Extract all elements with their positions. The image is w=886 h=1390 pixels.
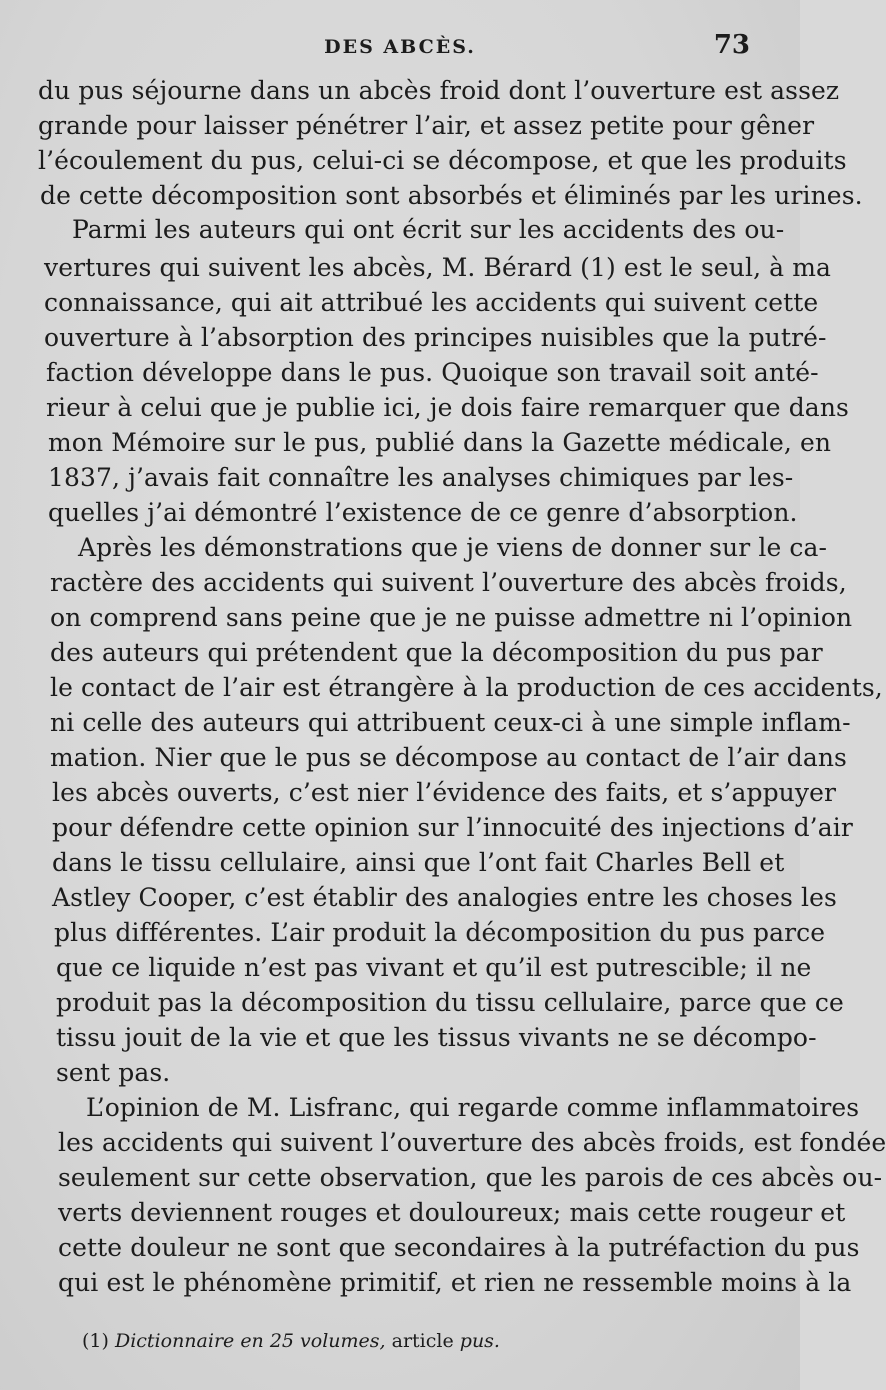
text-line: connaissance, qui ait attribué les accidents qui suivent cette	[44, 288, 819, 317]
text-line: sent pas.	[56, 1058, 171, 1087]
text-line: du pus séjourne dans un abcès froid dont l’ouverture est assez	[38, 76, 840, 105]
text-line: dans le tissu cellulaire, ainsi que l’ont fait Charles Bell et	[52, 848, 785, 877]
footnote	[82, 1330, 500, 1352]
page-number: 73	[713, 30, 750, 60]
text-line: faction développe dans le pus. Quoique son travail soit anté-	[46, 358, 819, 387]
text-line: plus différentes. L’air produit la décomposition du pus parce	[54, 918, 826, 947]
text-line: grande pour laisser pénétrer l’air, et assez petite pour gêner	[38, 111, 815, 140]
text-line: seulement sur cette observation, que les parois de ces abcès ou-	[58, 1163, 883, 1192]
text-line: que ce liquide n’est pas vivant et qu’il est putrescible; il ne	[56, 953, 812, 982]
text-line: des auteurs qui prétendent que la décomposition du pus par	[50, 638, 823, 667]
text-line: quelles j’ai démontré l’existence de ce genre d’absorption.	[48, 498, 798, 527]
footnote-italic-end: pus.	[459, 1330, 500, 1352]
text-line: ni celle des auteurs qui attribuent ceux-ci à une simple inflam-	[50, 708, 851, 737]
text-line: Parmi les auteurs qui ont écrit sur les accidents des ou-	[72, 215, 785, 244]
text-line: mon Mémoire sur le pus, publié dans la Gazette médicale, en	[48, 428, 832, 457]
footnote-italic: Dictionnaire en 25 volumes,	[114, 1330, 386, 1352]
text-line: ouverture à l’absorption des principes nuisibles que la putré-	[44, 323, 827, 352]
text-line: 1837, j’avais fait connaître les analyses chimiques par les-	[48, 463, 794, 492]
footnote-plain: article	[391, 1330, 454, 1352]
text-line: les abcès ouverts, c’est nier l’évidence des faits, et s’appuyer	[52, 778, 837, 807]
running-title: DES ABCÈS.	[324, 36, 476, 58]
text-line: Après les démonstrations que je viens de donner sur le ca-	[78, 533, 828, 562]
text-line: verts deviennent rouges et douloureux; mais cette rougeur et	[58, 1198, 846, 1227]
text-line: vertures qui suivent les abcès, M. Bérard (1) est le seul, à ma	[44, 253, 832, 282]
text-line: pour défendre cette opinion sur l’innocuité des injections d’air	[52, 813, 853, 842]
text-line: de cette décomposition sont absorbés et éliminés par les urines.	[40, 181, 863, 210]
text-line: tissu jouit de la vie et que les tissus vivants ne se décompo-	[56, 1023, 817, 1052]
text-line: l’écoulement du pus, celui-ci se décompose, et que les produits	[38, 146, 847, 175]
text-line: Astley Cooper, c’est établir des analogies entre les choses les	[52, 883, 837, 912]
text-line: L’opinion de M. Lisfranc, qui regarde comme inflammatoires	[86, 1093, 860, 1122]
text-line: cette douleur ne sont que secondaires à la putréfaction du pus	[58, 1233, 860, 1262]
text-line: mation. Nier que le pus se décompose au contact de l’air dans	[50, 743, 847, 772]
text-line: ractère des accidents qui suivent l’ouverture des abcès froids,	[50, 568, 847, 597]
text-line: les accidents qui suivent l’ouverture des abcès froids, est fondée	[58, 1128, 886, 1157]
text-line: le contact de l’air est étrangère à la production de ces accidents,	[50, 673, 883, 702]
text-line: rieur à celui que je publie ici, je dois faire remarquer que dans	[46, 393, 849, 422]
text-line: produit pas la décomposition du tissu cellulaire, parce que ce	[56, 988, 844, 1017]
footnote-marker: (1)	[82, 1330, 109, 1352]
text-line: on comprend sans peine que je ne puisse admettre ni l’opinion	[50, 603, 853, 632]
text-line: qui est le phénomène primitif, et rien ne ressemble moins à la	[58, 1268, 852, 1297]
